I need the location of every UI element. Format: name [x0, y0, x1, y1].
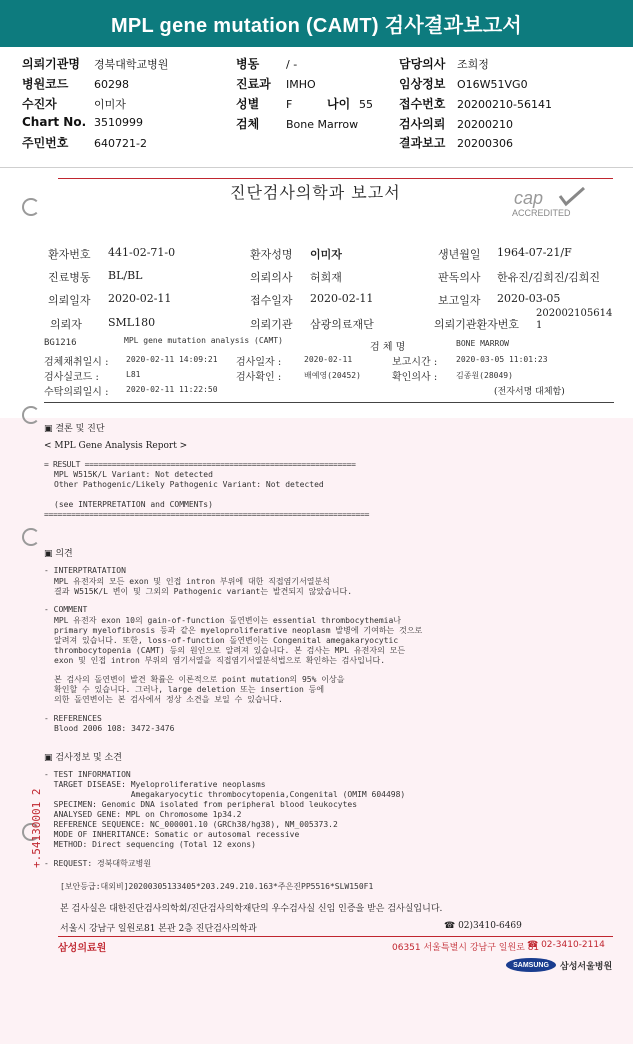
info-patient: 수진자 이미자	[22, 97, 126, 111]
info-age: 나이 55	[327, 97, 373, 111]
row-value: 2020-02-11	[310, 292, 374, 305]
comment-line: primary myelofibrosis 등과 같은 myeloproliferative neoplasm 발병에 기여하는 것으로	[54, 626, 423, 635]
test-info-line: Amegakaryocytic thrombocytopenia,Congenital (OMIM 604498)	[44, 790, 406, 799]
footer-rule	[58, 936, 613, 937]
section-conclusion-heading: ▣ 결론 및 진단	[44, 424, 105, 434]
comment-line: exon 및 인접 intron 부위의 염기서열을 직접염기서열분석법으로 확인하는 검사입니다.	[54, 656, 386, 665]
row-value: 허희재	[310, 271, 342, 284]
row-label: 보고일자	[438, 294, 481, 307]
row-label: 진료병동	[48, 271, 91, 284]
e-signature-note: (전자서명 대체함)	[494, 387, 565, 397]
row-value: 2020-03-05	[497, 292, 561, 305]
row-value: 2020-02-11	[108, 292, 172, 305]
reference-line: Blood 2006 108: 3472-3476	[54, 724, 175, 733]
see-note: (see INTERPRETATION and COMMENTs)	[54, 500, 213, 509]
info-hospital-code: 병원코드 60298	[22, 77, 129, 91]
row-label: 생년월일	[438, 248, 481, 261]
samsung-logo: SAMSUNG	[506, 958, 556, 972]
meta-label: 수탁의뢰일시 :	[44, 387, 109, 398]
info-clinical: 임상정보 O16W51VG0	[399, 77, 528, 91]
info-agency: 의뢰기관명 경북대학교병원	[22, 57, 169, 71]
meta-label: 검사일자 :	[236, 357, 282, 368]
info-request-date: 검사의뢰 20200210	[399, 117, 513, 131]
specimen-label: 검 체 명	[370, 342, 406, 353]
interpretation-heading: - INTERPTRATATION	[44, 566, 126, 575]
side-code: +.54130001 2	[30, 788, 43, 868]
test-info-line: REFERENCE SEQUENCE: NC_000001.10 (GRCh38/hg38), NM_005373.2	[44, 820, 338, 829]
footer-brand: 삼성의료원	[58, 943, 107, 954]
row-label: 환자번호	[48, 248, 91, 261]
meta-value: 2020-02-11	[304, 355, 353, 364]
row-value: 202002105614 1	[536, 308, 613, 331]
test-info-line: METHOD: Direct sequencing (Total 12 exons)	[44, 840, 256, 849]
info-specimen: 검체 Bone Marrow	[236, 117, 359, 131]
result-header: = RESULT ============================================================	[44, 460, 356, 469]
test-info-line: TARGET DISEASE: Myeloproliferative neoplasms	[44, 780, 266, 789]
binder-hole-icon	[22, 198, 40, 216]
row-label: 의뢰기관환자번호	[434, 318, 520, 331]
row-value: 441-02-71-0	[108, 246, 176, 259]
row-label: 의뢰일자	[48, 294, 91, 307]
binder-hole-icon	[22, 528, 40, 546]
lab-address: 서울시 강남구 일원로81 본관 2층 진단검사의학과	[60, 924, 257, 934]
test-info-line: - TEST INFORMATION	[44, 770, 131, 779]
specimen-value: BONE MARROW	[456, 339, 509, 348]
row-label: 판독의사	[438, 271, 481, 284]
interpretation-line: 결과 W515K/L 변이 및 그외의 Pathogenic variant는 발견되지 않았습니다.	[54, 587, 353, 596]
info-report-date: 결과보고 20200306	[399, 136, 513, 150]
meta-value: 배예영(20452)	[304, 371, 361, 380]
divider	[44, 402, 614, 403]
print-security-line: [보안등급:대외비]20200305133405*203.249.210.163*주은진PP5516*SLW150F1	[60, 882, 374, 891]
cap-logo	[508, 186, 588, 220]
section-opinion-heading: ▣ 의견	[44, 549, 73, 559]
meta-value: L81	[126, 370, 141, 379]
samsung-hospital-name: 삼성서울병원	[560, 962, 613, 972]
meta-label: 검사확인 :	[236, 372, 282, 383]
info-chart-no: Chart No. 3510999	[22, 115, 143, 129]
test-name: MPL gene mutation analysis (CAMT)	[124, 336, 283, 345]
row-value: 이미자	[310, 248, 342, 261]
row-value: 삼광의료재단	[310, 318, 374, 331]
report-title: MPL gene mutation (CAMT) 검사결과보고서	[0, 0, 633, 47]
report-heading: 진단검사의학과 보고서	[230, 183, 401, 202]
row-value: BL/BL	[108, 269, 143, 282]
meta-label: 확인의사 :	[392, 372, 438, 383]
comment-heading: - COMMENT	[44, 605, 88, 614]
row-label: 의뢰기관	[250, 318, 293, 331]
comment-line: 본 검사의 돌연변이 발견 확률은 이론적으로 point mutation의 95% 이상을	[54, 675, 345, 684]
info-doctor: 담당의사 조희정	[399, 57, 489, 71]
comment-line: MPL 유전자 exon 10의 gain-of-function 돌연변이는 essential thrombocythemia나	[54, 616, 401, 625]
references-heading: - REFERENCES	[44, 714, 102, 723]
cap-logo-text: cap	[514, 188, 544, 208]
footer-phone: ☎ 02-3410-2114	[527, 940, 605, 950]
comment-line: 알려져 있습니다. 또한, loss-of-function 돌연변이는 Congenital amegakaryocytic	[54, 636, 399, 645]
test-info-line: SPECIMEN: Genomic DNA isolated from peripheral blood leukocytes	[44, 800, 358, 809]
header-rule	[58, 178, 613, 179]
meta-value: 2020-02-11 14:09:21	[126, 355, 218, 364]
section-testinfo-heading: ▣ 검사정보 및 소견	[44, 753, 122, 763]
comment-line: thrombocytopenia (CAMT) 등의 원인으로 알려져 있습니다. 본 검사는 MPL 유전자의 모든	[54, 646, 406, 655]
row-value: SML180	[108, 316, 156, 329]
row-value: 1964-07-21/F	[497, 246, 572, 259]
result-footer: ========================================================================	[44, 510, 370, 519]
info-resident-no: 주민번호 640721-2	[22, 136, 147, 150]
meta-label: 검사실코드 :	[44, 372, 99, 383]
row-label: 환자성명	[250, 248, 293, 261]
binder-hole-icon	[22, 406, 40, 424]
lab-phone: ☎ 02)3410-6469	[444, 921, 522, 931]
row-label: 의뢰자	[50, 318, 82, 331]
meta-value: 김종원(28049)	[456, 371, 513, 380]
patient-info-panel	[0, 47, 633, 168]
test-info-line: ANALYSED GENE: MPL on Chromosome 1p34.2	[44, 810, 242, 819]
test-info-line: MODE OF INHERITANCE: Somatic or autosomal recessive	[44, 830, 300, 839]
result-line: Other Pathogenic/Likely Pathogenic Variant: Not detected	[54, 480, 324, 489]
result-line: MPL W515K/L Variant: Not detected	[54, 470, 213, 479]
info-department: 진료과 IMHO	[236, 77, 316, 91]
comment-line: 의한 돌연변이는 본 검사에서 정상 소견을 보일 수 있습니다.	[54, 695, 283, 704]
meta-value: 2020-02-11 11:22:50	[126, 385, 218, 394]
row-value: 한유진/김희진/김희진	[497, 271, 601, 284]
info-sex: 성별 F	[236, 97, 293, 111]
row-label: 의뢰의사	[250, 271, 293, 284]
test-code: BG1216	[44, 338, 77, 348]
scanned-report	[0, 168, 633, 1002]
row-label: 접수일자	[250, 294, 293, 307]
certification-line: 본 검사실은 대한진단검사의학회/진단검사의학재단의 우수검사실 신임 인증을 받은 검사실입니다.	[60, 904, 443, 914]
request-line: - REQUEST: 경북대학교병원	[44, 859, 152, 868]
meta-label: 검체채취일시 :	[44, 357, 109, 368]
comment-line: 확인할 수 있습니다. 그러나, large deletion 또는 insertion 등에	[54, 685, 325, 694]
meta-label: 보고시간 :	[392, 357, 438, 368]
info-ward: 병동 / -	[236, 57, 298, 71]
info-receipt-no: 접수번호 20200210-56141	[399, 97, 552, 111]
analysis-report-title: < MPL Gene Analysis Report >	[44, 441, 188, 451]
footer-address: 06351 서울특별시 강남구 일원로 81	[392, 943, 540, 953]
meta-value: 2020-03-05 11:01:23	[456, 355, 548, 364]
cap-accredited-text: ACCREDITED	[512, 208, 571, 218]
interpretation-line: MPL 유전자의 모든 exon 및 인접 intron 부위에 대한 직접염기서열분석	[54, 577, 330, 586]
